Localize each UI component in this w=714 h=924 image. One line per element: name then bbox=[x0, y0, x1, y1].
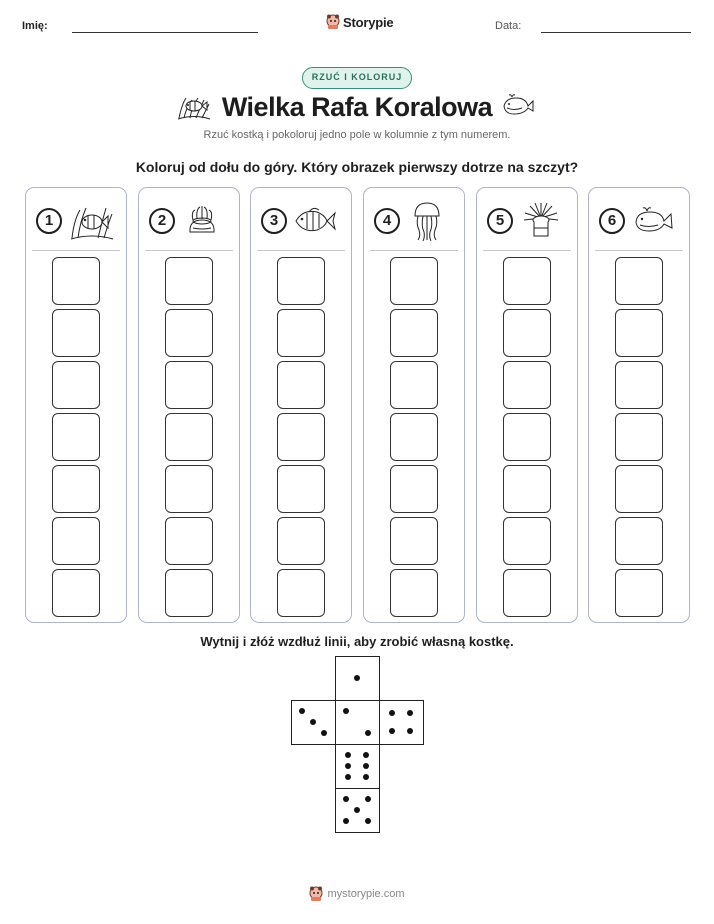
color-box[interactable] bbox=[165, 517, 213, 565]
color-box[interactable] bbox=[503, 361, 551, 409]
color-box[interactable] bbox=[615, 361, 663, 409]
date-line[interactable] bbox=[541, 32, 691, 33]
whale-icon bbox=[633, 206, 675, 239]
dice-face-5[interactable] bbox=[335, 788, 380, 833]
color-box[interactable] bbox=[503, 413, 551, 461]
dice-face-6[interactable] bbox=[335, 744, 380, 789]
activity-tag: RZUĆ I KOLORUJ bbox=[302, 67, 412, 89]
dice-face-2[interactable] bbox=[335, 700, 380, 745]
color-box[interactable] bbox=[52, 569, 100, 617]
column-number: 1 bbox=[36, 208, 62, 234]
footer-url[interactable]: mystorypie.com bbox=[327, 888, 405, 900]
column-number: 4 bbox=[374, 208, 400, 234]
column-number: 2 bbox=[149, 208, 175, 234]
color-box[interactable] bbox=[277, 361, 325, 409]
color-box[interactable] bbox=[277, 257, 325, 305]
dice-pip bbox=[354, 807, 360, 813]
column-divider bbox=[595, 250, 683, 251]
instruction-text: Koloruj od dołu do góry. Który obrazek pierwszy dotrze na szczyt? bbox=[135, 159, 579, 175]
color-box[interactable] bbox=[503, 257, 551, 305]
column-divider bbox=[32, 250, 120, 251]
dice-pip bbox=[365, 730, 371, 736]
reef-column-4 bbox=[363, 187, 465, 623]
column-header bbox=[589, 188, 689, 250]
color-box[interactable] bbox=[165, 257, 213, 305]
color-box[interactable] bbox=[390, 361, 438, 409]
column-header bbox=[26, 188, 126, 250]
dice-pip bbox=[343, 818, 349, 824]
color-box[interactable] bbox=[390, 413, 438, 461]
color-box[interactable] bbox=[503, 465, 551, 513]
name-line[interactable] bbox=[72, 32, 258, 33]
subtitle: Rzuć kostką i pokoloruj jedno pole w kolumnie z tym numerem. bbox=[203, 129, 511, 141]
color-box[interactable] bbox=[277, 517, 325, 565]
striped-fish-icon bbox=[293, 206, 337, 241]
color-box[interactable] bbox=[277, 465, 325, 513]
column-divider bbox=[257, 250, 345, 251]
color-box[interactable] bbox=[52, 517, 100, 565]
reef-column-5 bbox=[476, 187, 578, 623]
color-box[interactable] bbox=[615, 413, 663, 461]
column-number: 3 bbox=[261, 208, 287, 234]
column-header bbox=[364, 188, 464, 250]
dice-pip bbox=[363, 763, 369, 769]
color-box[interactable] bbox=[390, 569, 438, 617]
color-box[interactable] bbox=[165, 361, 213, 409]
color-box[interactable] bbox=[503, 309, 551, 357]
dice-face-3[interactable] bbox=[291, 700, 336, 745]
color-box[interactable] bbox=[503, 517, 551, 565]
dice-face-4[interactable] bbox=[379, 700, 424, 745]
color-box[interactable] bbox=[615, 309, 663, 357]
dice-pip bbox=[343, 708, 349, 714]
dice-pip bbox=[407, 710, 413, 716]
reef-column-1 bbox=[25, 187, 127, 623]
sea-anemone-icon bbox=[185, 204, 219, 241]
name-label: Imię: bbox=[22, 20, 48, 32]
jellyfish-icon bbox=[410, 200, 444, 247]
dice-face-1[interactable] bbox=[335, 656, 380, 701]
dice-pip bbox=[321, 730, 327, 736]
whale-title-icon bbox=[500, 94, 536, 121]
column-number: 6 bbox=[599, 208, 625, 234]
color-box[interactable] bbox=[277, 309, 325, 357]
color-box[interactable] bbox=[503, 569, 551, 617]
dice-pip bbox=[299, 708, 305, 714]
color-box[interactable] bbox=[52, 257, 100, 305]
storypie-footer-icon bbox=[309, 886, 323, 902]
color-box[interactable] bbox=[165, 309, 213, 357]
cut-instruction: Wytnij i złóż wzdłuż linii, aby zrobić własną kostkę. bbox=[200, 634, 514, 649]
storypie-mascot-icon bbox=[326, 14, 340, 30]
brand-logo bbox=[326, 14, 393, 30]
reef-column-2 bbox=[138, 187, 240, 623]
color-box[interactable] bbox=[390, 465, 438, 513]
dice-pip bbox=[345, 752, 351, 758]
color-box[interactable] bbox=[277, 413, 325, 461]
brand-name: Storypie bbox=[343, 14, 394, 30]
reef-column-6 bbox=[588, 187, 690, 623]
color-box[interactable] bbox=[165, 465, 213, 513]
spiky-anemone-icon bbox=[521, 200, 561, 245]
footer bbox=[0, 886, 714, 902]
color-box[interactable] bbox=[615, 569, 663, 617]
date-label: Data: bbox=[495, 20, 522, 32]
column-header bbox=[251, 188, 351, 250]
column-divider bbox=[483, 250, 571, 251]
dice-pip bbox=[407, 728, 413, 734]
page-title: Wielka Rafa Koralowa bbox=[221, 92, 493, 122]
column-number: 5 bbox=[487, 208, 513, 234]
dice-pip bbox=[363, 774, 369, 780]
color-box[interactable] bbox=[390, 517, 438, 565]
dice-pip bbox=[310, 719, 316, 725]
color-box[interactable] bbox=[52, 413, 100, 461]
clownfish-anemone-icon bbox=[68, 200, 116, 247]
color-box[interactable] bbox=[390, 257, 438, 305]
dice-pip bbox=[354, 675, 360, 681]
color-box[interactable] bbox=[615, 517, 663, 565]
color-box[interactable] bbox=[52, 361, 100, 409]
column-header bbox=[477, 188, 577, 250]
dice-pip bbox=[365, 818, 371, 824]
column-divider bbox=[370, 250, 458, 251]
color-box[interactable] bbox=[390, 309, 438, 357]
color-box[interactable] bbox=[52, 465, 100, 513]
dice-pip bbox=[343, 796, 349, 802]
dice-pip bbox=[363, 752, 369, 758]
column-divider bbox=[145, 250, 233, 251]
dice-pip bbox=[365, 796, 371, 802]
dice-pip bbox=[389, 728, 395, 734]
column-header bbox=[139, 188, 239, 250]
color-box[interactable] bbox=[52, 309, 100, 357]
dice-pip bbox=[345, 774, 351, 780]
dice-pip bbox=[345, 763, 351, 769]
reef-column-3 bbox=[250, 187, 352, 623]
color-box[interactable] bbox=[165, 569, 213, 617]
color-box[interactable] bbox=[277, 569, 325, 617]
dice-pip bbox=[389, 710, 395, 716]
color-box[interactable] bbox=[165, 413, 213, 461]
color-box[interactable] bbox=[615, 257, 663, 305]
color-box[interactable] bbox=[615, 465, 663, 513]
